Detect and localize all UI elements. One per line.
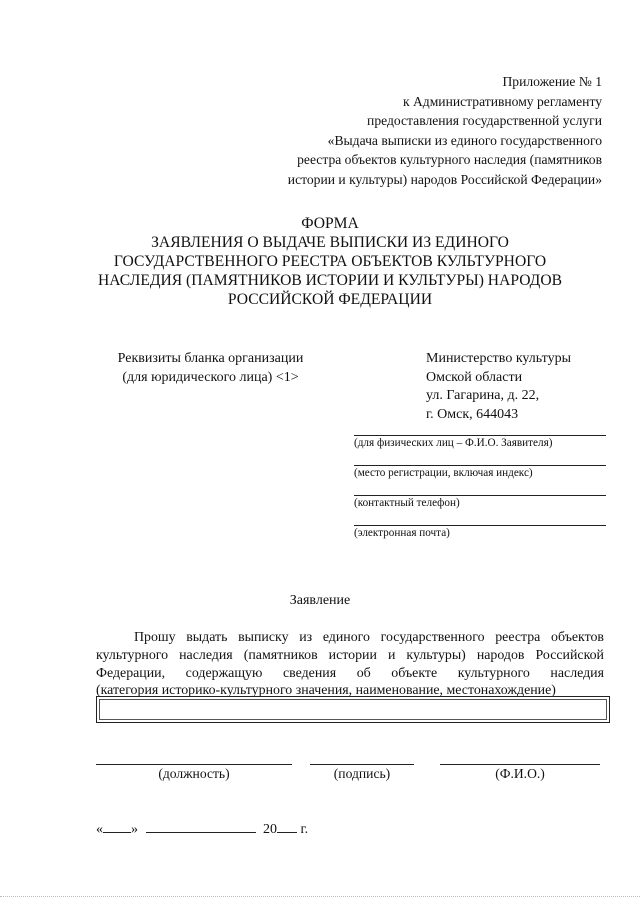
form-title: [60, 214, 600, 309]
year-field[interactable]: [277, 818, 297, 833]
requisites-line: (для юридического лица) <1>: [122, 369, 299, 385]
form-title-line: ЗАЯВЛЕНИЯ О ВЫДАЧЕ ВЫПИСКИ ИЗ ЕДИНОГО: [151, 234, 509, 251]
statement-line: культурного наследия (памятников истории и культуры) народов Российской: [96, 647, 604, 663]
statement-line: Федерации, содержащую сведения об объекте культурного наследия: [96, 665, 604, 681]
appendix-header: [288, 72, 602, 190]
position-caption: (должность): [158, 766, 230, 781]
appendix-line: реестра объектов культурного наследия (памятников: [297, 152, 602, 168]
requisites-line: Реквизиты бланка организации: [117, 351, 304, 366]
statement-text: [96, 629, 604, 700]
email-caption: (электронная почта): [354, 527, 450, 539]
year-suffix: г.: [300, 822, 309, 837]
year-prefix: 20: [263, 822, 277, 837]
day-field[interactable]: [103, 818, 131, 833]
full-name-field[interactable]: [440, 764, 600, 765]
position-field[interactable]: [96, 764, 292, 765]
applicant-name-field[interactable]: [354, 435, 606, 436]
date-close-quote: »: [131, 822, 138, 837]
statement-line: Прошу выдать выписку из единого государственного реестра объектов: [134, 630, 604, 645]
form-title-line: ГОСУДАРСТВЕННОГО РЕЕСТРА ОБЪЕКТОВ КУЛЬТУРНОГО: [113, 253, 547, 270]
signature-field[interactable]: [310, 764, 414, 765]
month-field[interactable]: [146, 818, 256, 833]
applicant-name-caption: (для физических лиц – Ф.И.О. Заявителя): [354, 437, 553, 449]
object-details-input[interactable]: [96, 696, 610, 723]
appendix-line: Приложение № 1: [502, 74, 602, 89]
scan-artifact-line: [0, 896, 640, 898]
signature-caption: (подпись): [333, 766, 391, 781]
addressee-line: Омской области: [426, 369, 523, 385]
appendix-line: истории и культуры) народов Российской Федерации»: [287, 171, 602, 187]
organization-requisites: [108, 350, 313, 387]
appendix-line: «Выдача выписки из единого государственного: [327, 132, 602, 148]
addressee-line: ул. Гагарина, д. 22,: [426, 388, 540, 403]
form-title-line: РОССИЙСКОЙ ФЕДЕРАЦИИ: [227, 291, 433, 308]
appendix-line: предоставления государственной услуги: [367, 113, 602, 129]
email-field[interactable]: [354, 525, 606, 526]
addressee-block: [426, 350, 571, 424]
phone-field[interactable]: [354, 495, 606, 496]
addressee-line: г. Омск, 644043: [426, 406, 519, 422]
phone-caption: (контактный телефон): [354, 497, 460, 509]
date-open-quote: «: [96, 822, 103, 837]
object-details-input-inner: [99, 699, 607, 720]
form-title-line: ФОРМА: [301, 215, 359, 232]
statement-title: Заявление: [289, 593, 351, 608]
registration-address-caption: (место регистрации, включая индекс): [354, 467, 533, 479]
registration-address-field[interactable]: [354, 465, 606, 466]
date-line: [96, 818, 308, 838]
full-name-caption: (Ф.И.О.): [495, 766, 545, 781]
appendix-line: к Административному регламенту: [402, 93, 602, 109]
form-title-line: НАСЛЕДИЯ (ПАМЯТНИКОВ ИСТОРИИ И КУЛЬТУРЫ) НАРОДОВ: [98, 272, 562, 289]
statement-line: (категория историко-культурного значения, наименование, местонахождение): [96, 683, 556, 699]
addressee-line: Министерство культуры: [426, 351, 571, 366]
